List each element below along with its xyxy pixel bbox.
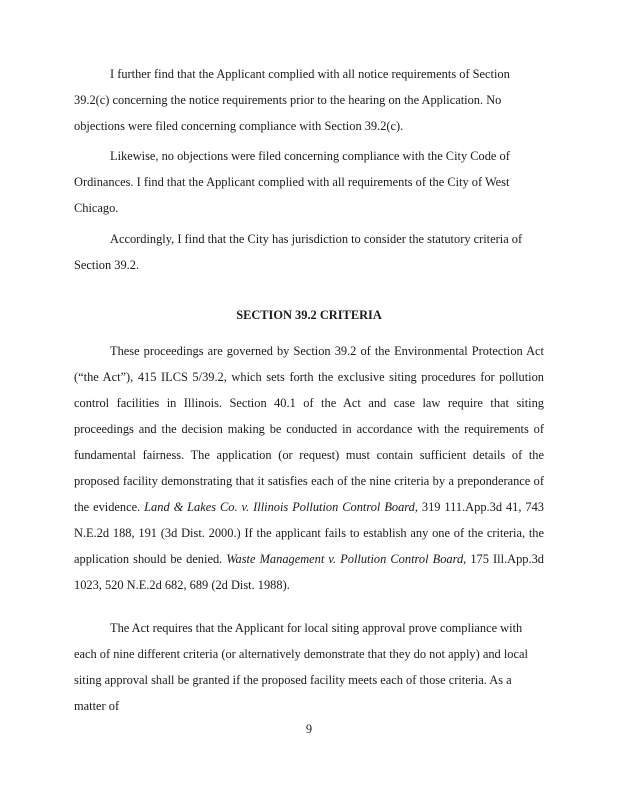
paragraph-text: The Act requires that the Applicant for local siting approval prove compliance with each of nine different criteria (or alternatively demonstrate that they do not apply) and local siting approval shall be granted if the proposed facility meets each of those criteria. As a matter of bbox=[74, 621, 528, 713]
paragraph-text: Likewise, no objections were filed concerning compliance with the City Code of Ordinances. I find that the Applicant complied with all requirements of the City of West Chicago. bbox=[74, 149, 510, 215]
case-citation-land-lakes: Land & Lakes Co. v. Illinois Pollution Control Board bbox=[144, 500, 415, 514]
paragraph-criteria bbox=[74, 338, 544, 598]
page-number: 9 bbox=[305, 722, 313, 736]
criteria-text-part1: These proceedings are governed by Section 39.2 of the Environmental Protection Act (“the Act”), 415 ILCS 5/39.2, which sets forth the exclusive siting procedures for pollution control facilities in Illinois. Section 40.1 of the Act and case law require that siting proceedings and the decision making be conducted in accordance with the requirements of fundamental fairness. The application (or request) must contain sufficient details of the proposed facility demonstrating that it satisfies each of the nine criteria by a preponderance of the evidence. bbox=[74, 344, 544, 514]
paragraph-jurisdiction bbox=[74, 226, 544, 278]
section-heading: SECTION 39.2 CRITERIA bbox=[236, 308, 382, 322]
case-citation-waste-management: Waste Management v. Pollution Control Board bbox=[226, 552, 464, 566]
criteria-text-part2: , 319 111.App.3d 41, 743 N.E.2d 188, 191 (3d Dist. 2000.) If the applicant fails to establish any one of the criteria, the application should be denied. bbox=[74, 500, 544, 566]
paragraph-notice-compliance bbox=[74, 61, 544, 139]
paragraph-city-code bbox=[74, 143, 544, 221]
criteria-text-part3: , 175 Ill.App.3d 1023, 520 N.E.2d 682, 689 (2d Dist. 1988). bbox=[74, 552, 544, 592]
paragraph-text: Accordingly, I find that the City has jurisdiction to consider the statutory criteria of Section 39.2. bbox=[74, 232, 523, 272]
paragraph-text: I further find that the Applicant complied with all notice requirements of Section 39.2(c) concerning the notice requirements prior to the hearing on the Application. No objections were filed concerning compliance with Section 39.2(c). bbox=[74, 67, 510, 133]
paragraph-act-requirements bbox=[74, 615, 544, 719]
